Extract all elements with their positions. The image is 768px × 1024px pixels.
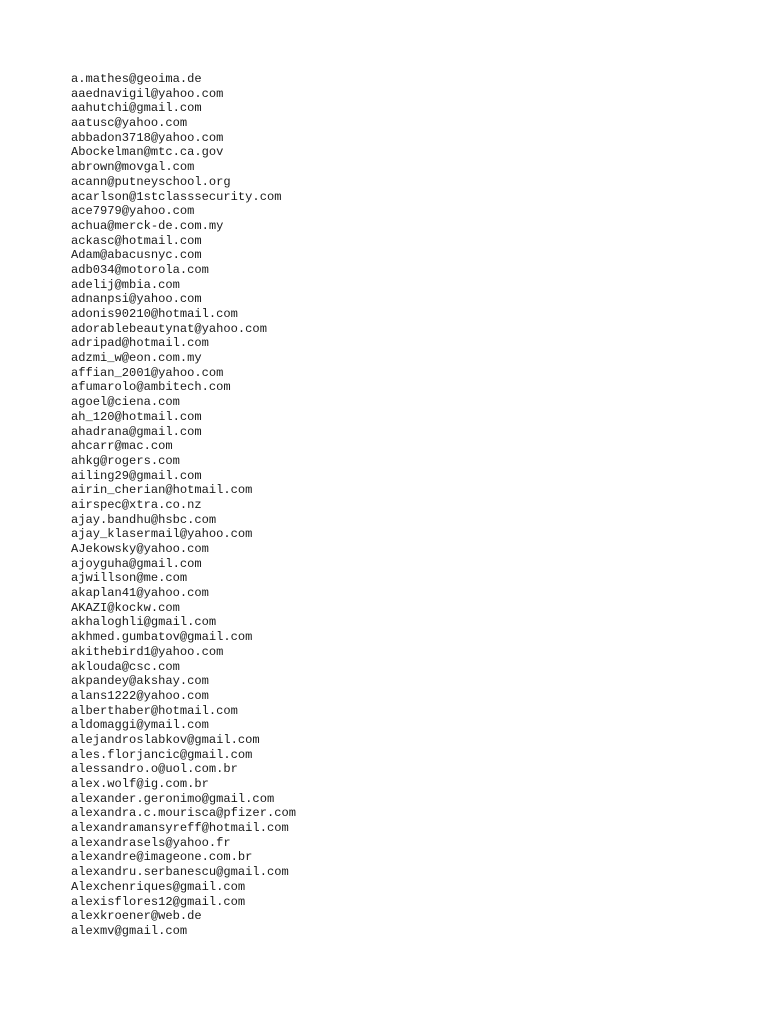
email-address: aldomaggi@ymail.com [71,718,209,733]
email-address: adelij@mbia.com [71,277,180,292]
email-address: acann@putneyschool.org [71,174,231,189]
email-address: alexandre@imageone.com.br [71,850,253,865]
email-address: airin_cherian@hotmail.com [71,483,253,498]
email-address: ahcarr@mac.com [71,439,173,454]
email-address: a.mathes@geoima.de [71,72,202,86]
email-address: aahutchi@gmail.com [71,101,202,116]
email-address: akpandey@akshay.com [71,674,209,689]
email-address: ajwillson@me.com [71,571,188,586]
email-address: abrown@movgal.com [71,160,195,175]
email-address: alexisflores12@gmail.com [71,894,246,909]
email-address: AJekowsky@yahoo.com [71,542,209,556]
email-address: akithebird1@yahoo.com [71,644,224,659]
email-address: alans1222@yahoo.com [71,688,209,703]
email-address: aaednavigil@yahoo.com [71,86,224,101]
email-address: alexmv@gmail.com [71,923,188,938]
email-address: alex.wolf@ig.com.br [71,777,209,791]
email-address: ahadrana@gmail.com [71,424,202,439]
email-address: alexander.geronimo@gmail.com [71,791,275,806]
email-address: alexkroener@web.de [71,909,202,924]
email-address: agoel@ciena.com [71,395,180,410]
email-address: ah_120@hotmail.com [71,409,202,424]
email-address: Abockelman@mtc.ca.gov [71,145,224,160]
email-address: adripad@hotmail.com [71,336,209,351]
email-address: adonis90210@hotmail.com [71,307,238,321]
email-address: ahkg@rogers.com [71,453,180,468]
email-address: alessandro.o@uol.com.br [71,762,238,777]
email-address: ajay.bandhu@hsbc.com [71,512,217,527]
email-address: alexandramansyreff@hotmail.com [71,821,289,836]
email-address: akhaloghli@gmail.com [71,615,217,630]
email-address: affian_2001@yahoo.com [71,365,224,380]
email-address: achua@merck-de.com.my [71,218,224,233]
email-address: aatusc@yahoo.com [71,116,188,131]
email-address: adzmi_w@eon.com.my [71,351,202,366]
email-address: airspec@xtra.co.nz [71,497,202,512]
email-address: ackasc@hotmail.com [71,233,202,248]
email-address: Alexchenriques@gmail.com [71,879,246,894]
email-address: alejandroslabkov@gmail.com [71,732,260,747]
email-address: akaplan41@yahoo.com [71,586,209,601]
email-address: abbadon3718@yahoo.com [71,130,224,145]
email-address: acarlson@1stclasssecurity.com [71,189,282,204]
email-address: alexandrasels@yahoo.fr [71,835,231,850]
email-address: afumarolo@ambitech.com [71,380,231,395]
email-address: ales.florjancic@gmail.com [71,747,253,762]
email-address: ace7979@yahoo.com [71,204,195,219]
email-address: alberthaber@hotmail.com [71,703,238,718]
email-address: ailing29@gmail.com [71,468,202,483]
email-address: ajoyguha@gmail.com [71,556,202,571]
email-address: AKAZI@kockw.com [71,600,180,615]
email-address: adnanpsi@yahoo.com [71,292,202,307]
email-address: Adam@abacusnyc.com [71,248,202,263]
email-address: adb034@motorola.com [71,262,209,277]
email-address: alexandru.serbanescu@gmail.com [71,865,289,880]
email-address: ajay_klasermail@yahoo.com [71,527,253,542]
email-address: aklouda@csc.com [71,659,180,674]
email-address: alexandra.c.mourisca@pfizer.com [71,806,296,821]
email-address: adorablebeautynat@yahoo.com [71,321,267,336]
email-list [71,72,296,939]
email-address: akhmed.gumbatov@gmail.com [71,630,253,645]
